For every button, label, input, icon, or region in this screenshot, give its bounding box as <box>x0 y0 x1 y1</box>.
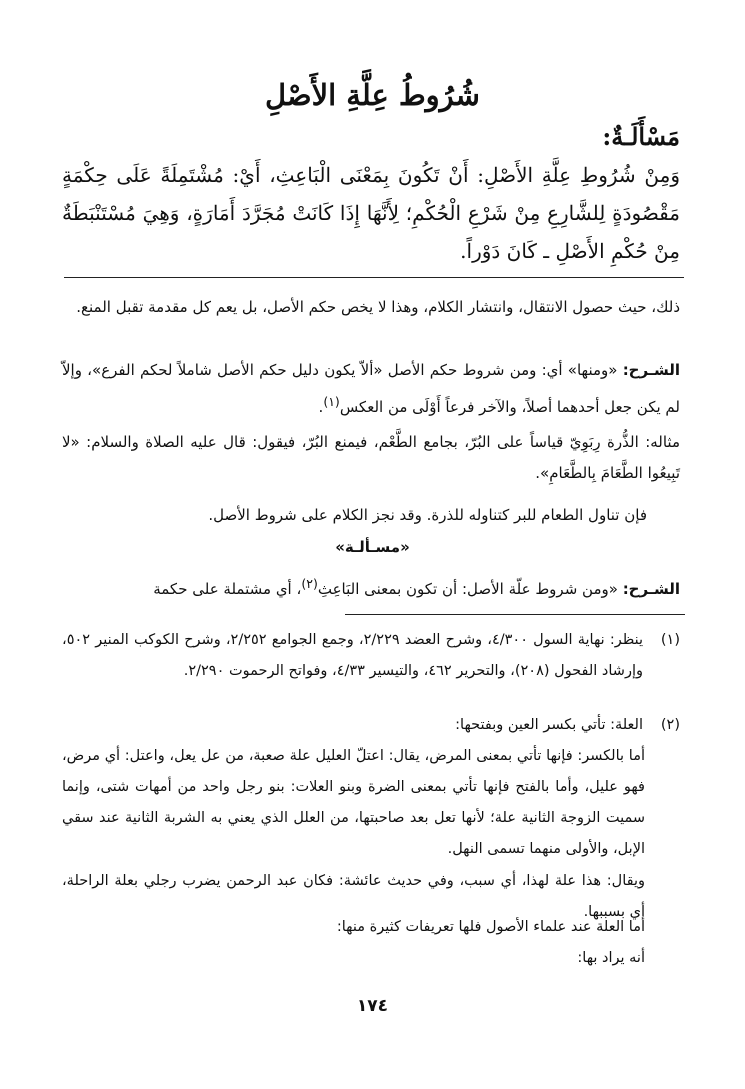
commentary-end: . <box>318 398 324 416</box>
footnote-ref-2: (٢) <box>301 576 318 591</box>
commentary-end: ، أي مشتملة على حكمة <box>153 580 302 598</box>
page-number: ١٧٤ <box>356 996 389 1016</box>
commentary-paragraph-2 <box>62 355 680 423</box>
commentary-text: «ومن شروط علّة الأصل: أن تكون بمعنى البَاعِثِ <box>317 580 623 598</box>
footnote-text: العلة: تأتي بكسر العين وبفتحها: <box>455 717 643 733</box>
footnote-number: (٢) <box>660 717 680 733</box>
page-title: شُرُوطُ عِلَّةِ الأَصْلِ <box>265 78 480 112</box>
commentary-paragraph-5 <box>62 568 680 605</box>
footnote-number: (١) <box>660 632 680 648</box>
commentary-paragraph-4: فإن تناول الطعام للبر كتناوله للذرة. وقد نجز الكلام على شروط الأصل. <box>208 506 647 524</box>
commentary-paragraph-3: مثاله: الذُّرة رِبَوِيّ قياساً على البُرّ، بجامع الطَّعْم، فيمنع البُرّ، فيقول: قال عليه الصلاة والسلام: «لا تَبِيعُوا الطَّعَامَ بِالطَّعَامِ». <box>62 433 680 482</box>
main-text: وَمِنْ شُرُوطِ عِلَّةِ الأَصْلِ: أَنْ تَكُونَ بِمَعْنَى الْبَاعِثِ، أَيْ: مُشْتَمِلَةً عَلَى حِكْمَةٍ مَقْصُودَةٍ لِلشَّارِعِ مِنْ شَرْعِ الْحُكْمِ؛ لِأَنَّهَا إِذَا كَانَتْ مُجَرَّدَ أَمَارَةٍ، وَهِيَ مُسْتَنْبَطَةٌ مِنْ حُكْمِ الأَصْلِ ـ كَانَ دَوْراً. <box>62 163 681 263</box>
subsection-heading: «مسـألـة» <box>335 538 410 556</box>
footnote-2-paragraph-3: أما العلة عند علماء الأصول فلها تعريفات كثيرة منها: <box>336 919 645 935</box>
section-heading: مَسْأَلَـةٌ: <box>602 122 680 151</box>
footnote-2-paragraph-4: أنه يراد بها: <box>577 950 645 966</box>
footnote-2 <box>62 710 680 741</box>
footnote-ref-1: (١) <box>323 394 340 409</box>
footnote-text: ينظر: نهاية السول ٤/٣٠٠، وشرح العضد ٢/٢٢٩، وجمع الجوامع ٢/٢٥٢، وشرح الكوكب المنير ٥٠٢، وإرشاد الفحول (٢٠٨)، والتحرير ٤٦٢، والتيسير ٤/٣٣، وفواتح الرحموت ٢/٢٩٠. <box>62 632 644 679</box>
commentary-label: الشـرح: <box>622 361 680 379</box>
footnotes-divider <box>345 614 685 615</box>
footnote-2-paragraph-2: ويقال: هذا علة لهذا، أي سبب، وفي حديث عائشة: فكان عبد الرحمن يضرب رجلي بعلة الراحلة، أي بسببها. <box>62 873 645 920</box>
main-text-divider <box>64 277 684 278</box>
commentary-text: «ومنها» أي: ومن شروط حكم الأصل «ألاّ يكون دليل حكم الأصل شاملاً لحكم الفرع»، وإلاّ لم يكن جعل أحدهما أصلاً، والآخر فرعاً أَوْلَى من العكس <box>62 361 680 416</box>
commentary-paragraph-1: ذلك، حيث حصول الانتقال، وانتشار الكلام، وهذا لا يخص حكم الأصل، بل يعم كل مقدمة تقبل المنع. <box>76 298 680 316</box>
footnote-1 <box>62 625 680 687</box>
footnote-2-paragraph-1: أما بالكسر: فإنها تأتي بمعنى المرض، يقال: اعتلّ العليل علة صعبة، من عل يعل، واعتل: أي مرض، فهو عليل، وأما بالفتح فإنها تأتي بمعنى الضرة وبنو العلات: بنو رجل واحد من أمهات شتى، وإنما سميت الزوجة الثانية علة؛ لأنها تعل بعد صاحبتها، من العلل الذي يعني به الشربة الثانية عند سقي الإبل، والأولى منهما تسمى النهل. <box>62 748 645 857</box>
commentary-label: الشـرح: <box>622 580 680 598</box>
